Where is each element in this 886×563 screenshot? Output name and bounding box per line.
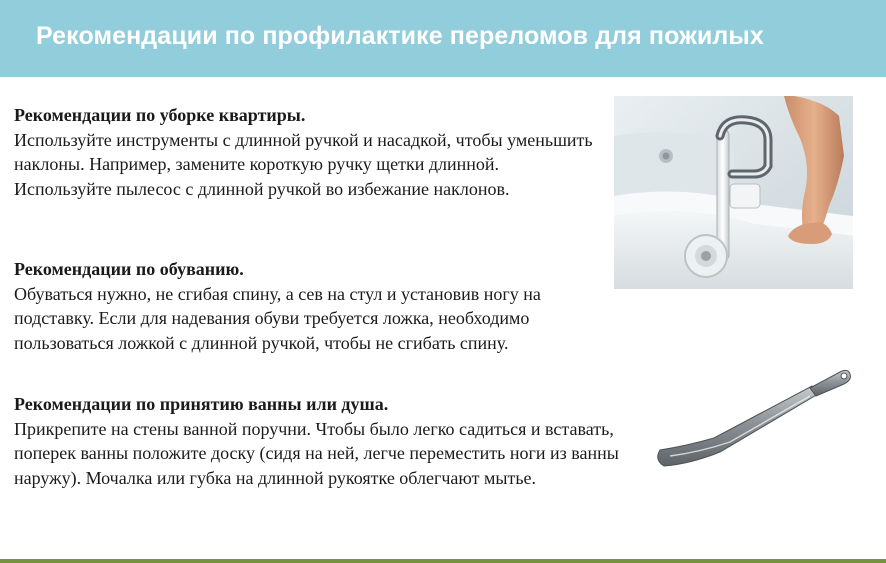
header-banner (0, 0, 886, 77)
bathtub-grab-bar-photo (614, 96, 853, 289)
section-shoes (14, 257, 624, 355)
footer-divider (0, 559, 886, 563)
section-body: Обуваться нужно, не сгибая спину, а сев на стул и установив ногу на подставку. Если для надевания обуви требуется ложка, необходимо пользоваться ложкой с длинной ручкой, чтобы не сгибать спину. (14, 283, 541, 353)
page-title: Рекомендации по профилактике переломов для пожилых (36, 22, 764, 50)
long-shoehorn-photo (650, 360, 856, 474)
section-body: Используйте инструменты с длинной ручкой и насадкой, чтобы уменьшить наклоны. Например, замените короткую ручку щетки длинной. Используйте пылесос с длинной ручкой во избежание наклонов. (14, 129, 593, 199)
section-heading: Рекомендации по принятию ванны или душа. (14, 394, 389, 414)
section-heading: Рекомендации по обуванию. (14, 259, 244, 279)
section-body: Прикрепите на стены ванной поручни. Чтобы было легко садиться и вставать, поперек ванны положите доску (сидя на ней, легче переместить ноги из ванны наружу). Мочалка или губка на длинной рукоятке облегчают мытье. (14, 418, 619, 488)
section-bath (14, 392, 654, 490)
section-heading: Рекомендации по уборке квартиры. (14, 105, 306, 125)
section-cleaning (14, 103, 594, 201)
